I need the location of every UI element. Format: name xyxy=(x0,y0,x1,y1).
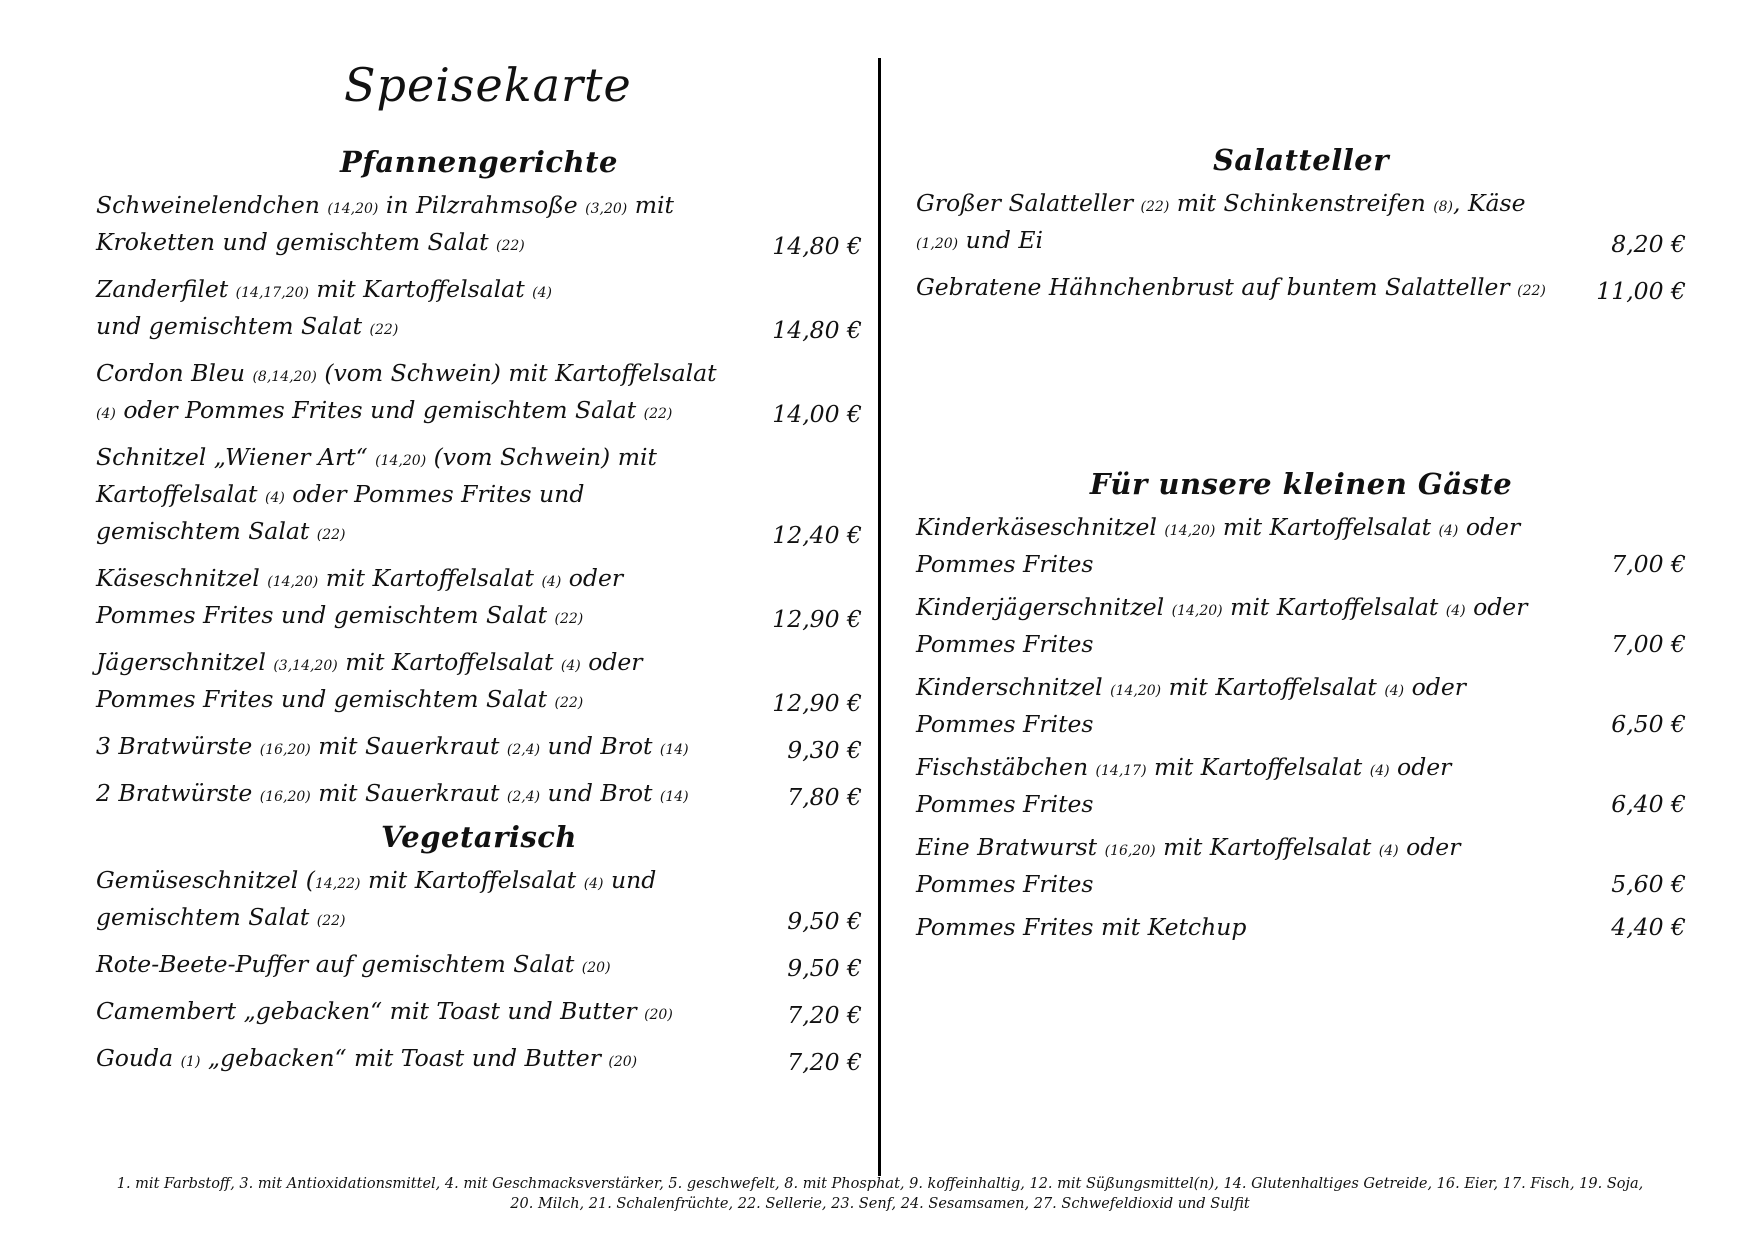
item-text: Camembert „gebacken“ mit Toast und Butter xyxy=(96,997,645,1025)
allergen-code: (14) xyxy=(659,789,689,805)
menu-item-price: 7,00 € xyxy=(1611,550,1686,578)
item-text: Kroketten und gemischtem Salat xyxy=(96,228,497,256)
item-text: oder xyxy=(1398,833,1461,861)
menu-item xyxy=(916,271,1686,308)
menu-item-price: 12,90 € xyxy=(772,689,862,717)
menu-item xyxy=(96,189,862,263)
item-text: mit Sauerkraut xyxy=(310,779,507,807)
menu-item-price: 14,80 € xyxy=(772,316,862,344)
menu-item-price: 14,00 € xyxy=(772,400,862,428)
item-text: mit Kartoffelsalat xyxy=(1161,673,1385,701)
menu-item-price: 6,40 € xyxy=(1611,790,1686,818)
menu-item-price: 9,50 € xyxy=(787,907,862,935)
item-text: mit xyxy=(627,191,674,219)
allergen-code: (14,17,20) xyxy=(235,285,309,301)
menu-item-description xyxy=(96,441,752,552)
menu-item-description xyxy=(916,271,1576,308)
item-text: Fischstäbchen xyxy=(916,753,1096,781)
page-title: Speisekarte xyxy=(344,58,632,112)
allergen-code: (14,20) xyxy=(267,574,319,590)
menu-item-price: 9,30 € xyxy=(787,736,862,764)
allergen-code: (4) xyxy=(96,406,116,422)
menu-item xyxy=(916,911,1686,944)
menu-item-description xyxy=(96,562,752,636)
menu-item xyxy=(916,751,1686,821)
item-text: mit Sauerkraut xyxy=(310,732,507,760)
item-text: Rote-Beete-Puffer auf gemischtem Salat xyxy=(96,950,582,978)
menu-item-price: 11,00 € xyxy=(1596,277,1686,305)
menu-item-description xyxy=(916,911,1576,944)
menu-item-description xyxy=(96,1042,752,1079)
allergen-code: (2,4) xyxy=(506,742,541,758)
item-text: Pommes Frites xyxy=(916,870,1094,898)
item-text: Gouda xyxy=(96,1044,181,1072)
menu-item-description xyxy=(96,777,752,814)
allergen-code: (2,4) xyxy=(506,789,541,805)
menu-item-price: 4,40 € xyxy=(1611,913,1686,941)
allergen-code: (22) xyxy=(316,527,346,543)
item-text: Kinderkäseschnitzel xyxy=(916,513,1165,541)
menu-item-price: 14,80 € xyxy=(772,232,862,260)
item-text: mit Schinkenstreifen xyxy=(1169,189,1434,217)
item-text: Kinderschnitzel xyxy=(916,673,1111,701)
item-text: Pommes Frites xyxy=(916,710,1094,738)
menu-item-description xyxy=(916,511,1576,581)
item-text: Schweinelendchen xyxy=(96,191,328,219)
menu-item xyxy=(916,671,1686,741)
allergen-code: (1) xyxy=(180,1054,201,1070)
menu-item xyxy=(96,730,862,767)
item-text: gemischtem Salat xyxy=(96,517,317,545)
menu-item-price: 9,50 € xyxy=(787,954,862,982)
menu-item-price: 12,40 € xyxy=(772,521,862,549)
section-salatteller xyxy=(916,143,1686,318)
allergen-code: (4) xyxy=(532,285,552,301)
menu-item xyxy=(916,511,1686,581)
section-title: Salatteller xyxy=(1212,143,1390,177)
menu-item-description xyxy=(916,831,1576,901)
allergen-footer xyxy=(90,1174,1670,1214)
allergen-code: (4) xyxy=(1378,843,1399,859)
item-text: Pommes Frites xyxy=(916,790,1094,818)
menu-item-description xyxy=(916,751,1576,821)
item-text: 3 Bratwürste xyxy=(96,732,260,760)
item-text: Zanderfilet xyxy=(96,275,236,303)
item-text: (vom Schwein) mit xyxy=(426,443,657,471)
menu-item-description xyxy=(96,995,752,1032)
item-text: mit Kartoffelsalat xyxy=(1222,593,1446,621)
allergen-code: (16,20) xyxy=(1104,843,1156,859)
item-text: oder xyxy=(1458,513,1521,541)
item-text: in Pilzrahmsoße xyxy=(378,191,586,219)
allergen-code: (4) xyxy=(583,876,604,892)
item-text: oder xyxy=(561,564,624,592)
item-text: Pommes Frites und gemischtem Salat xyxy=(96,601,555,629)
allergen-code: (20) xyxy=(608,1054,638,1070)
allergen-code: (22) xyxy=(369,322,399,338)
menu-item xyxy=(96,995,862,1032)
allergen-code: (4) xyxy=(1369,763,1390,779)
item-text: oder xyxy=(1404,673,1466,701)
allergen-code: (16,20) xyxy=(259,742,311,758)
item-text: oder Pommes Frites und xyxy=(284,480,585,508)
menu-item-price: 6,50 € xyxy=(1611,710,1686,738)
item-text: Pommes Frites xyxy=(916,630,1094,658)
allergen-code: (22) xyxy=(554,611,584,627)
allergen-code: (4) xyxy=(1445,603,1466,619)
menu-item-description xyxy=(96,864,752,938)
item-text: mit Kartoffelsalat xyxy=(308,275,533,303)
item-text: mit Kartoffelsalat xyxy=(337,648,561,676)
column-divider xyxy=(878,58,881,1176)
item-text: und Brot xyxy=(540,779,660,807)
item-text: mit Kartoffelsalat xyxy=(318,564,542,592)
allergen-code: (8) xyxy=(1433,199,1454,215)
item-text: Käseschnitzel xyxy=(96,564,268,592)
item-text: oder xyxy=(1465,593,1528,621)
allergen-code: (1,20) xyxy=(916,236,959,252)
menu-item-price: 8,20 € xyxy=(1611,230,1686,258)
allergen-code: (4) xyxy=(264,490,285,506)
item-text: und xyxy=(603,866,657,894)
menu-item-description xyxy=(96,357,752,431)
item-text: oder Pommes Frites und gemischtem Salat xyxy=(115,396,644,424)
menu-item-description xyxy=(96,948,752,985)
menu-item xyxy=(96,646,862,720)
menu-item-price: 7,00 € xyxy=(1611,630,1686,658)
item-text: Pommes Frites mit Ketchup xyxy=(916,913,1247,941)
allergen-code: (20) xyxy=(644,1007,673,1023)
menu-item-description xyxy=(96,730,752,767)
item-text: Gemüseschnitzel ( xyxy=(96,866,315,894)
menu-item-description xyxy=(916,671,1576,741)
menu-item-description xyxy=(916,187,1576,261)
allergen-code: (3,20) xyxy=(585,201,628,217)
item-text: Großer Salatteller xyxy=(916,189,1141,217)
menu-item-price: 5,60 € xyxy=(1611,870,1686,898)
allergen-code: (4) xyxy=(1384,683,1405,699)
item-text: mit Kartoffelsalat xyxy=(1146,753,1370,781)
item-text: und Ei xyxy=(958,226,1044,254)
item-text: mit Kartoffelsalat xyxy=(360,866,584,894)
allergen-code: (14,20) xyxy=(1171,603,1223,619)
menu-item-description xyxy=(96,273,752,347)
item-text: Pommes Frites xyxy=(916,550,1094,578)
item-text: Pommes Frites und gemischtem Salat xyxy=(96,685,555,713)
item-text: oder xyxy=(1389,753,1452,781)
menu-item xyxy=(96,273,862,347)
item-text: Kartoffelsalat xyxy=(96,480,265,508)
section-kinder xyxy=(916,467,1686,954)
allergen-code: (14,20) xyxy=(1164,523,1216,539)
item-text: Cordon Bleu xyxy=(96,359,253,387)
menu-item-price: 7,20 € xyxy=(787,1001,862,1029)
menu-item xyxy=(96,441,862,552)
item-text: und Brot xyxy=(540,732,660,760)
allergen-code: (8,14,20) xyxy=(252,369,317,385)
allergen-code: (16,20) xyxy=(259,789,311,805)
menu-item xyxy=(916,187,1686,261)
section-pfannengerichte xyxy=(96,145,862,824)
item-text: 2 Bratwürste xyxy=(96,779,260,807)
menu-item xyxy=(916,831,1686,901)
menu-item-description xyxy=(916,591,1576,661)
menu-item-price: 7,80 € xyxy=(787,783,862,811)
allergen-code: (22) xyxy=(1140,199,1170,215)
item-text: und gemischtem Salat xyxy=(96,312,370,340)
allergen-code: (14) xyxy=(659,742,689,758)
item-text: Eine Bratwurst xyxy=(916,833,1105,861)
section-title: Pfannengerichte xyxy=(340,145,618,179)
allergen-code: (20) xyxy=(581,960,611,976)
allergen-footer-line-1: 1. mit Farbstoff, 3. mit Antioxidationsmittel, 4. mit Geschmacksverstärker, 5. geschwefelt, 8. mit Phosphat, 9. koffeinhaltig, 12. mit Süßungsmittel(n), 14. Glutenhaltiges Getreide, 16. Eier, 17. Fisch, 19. Soja, xyxy=(116,1176,1644,1192)
section-vegetarisch xyxy=(96,820,862,1089)
item-text: Gebratene Hähnchenbrust auf buntem Salatteller xyxy=(916,273,1518,301)
allergen-code: (14,20) xyxy=(375,453,427,469)
allergen-code: 14,22) xyxy=(314,876,361,892)
allergen-footer-line-2: 20. Milch, 21. Schalenfrüchte, 22. Sellerie, 23. Senf, 24. Sesamsamen, 27. Schwefeldioxid und Sulfit xyxy=(510,1196,1250,1212)
item-text: (vom Schwein) mit Kartoffelsalat xyxy=(316,359,717,387)
item-text: gemischtem Salat xyxy=(96,903,317,931)
menu-item xyxy=(96,777,862,814)
menu-item xyxy=(96,357,862,431)
allergen-code: (22) xyxy=(316,913,346,929)
allergen-code: (4) xyxy=(560,658,581,674)
menu-item-description xyxy=(96,646,752,720)
menu-item xyxy=(96,1042,862,1079)
allergen-code: (4) xyxy=(541,574,562,590)
allergen-code: (22) xyxy=(554,695,584,711)
allergen-code: (14,17) xyxy=(1095,763,1147,779)
menu-item-price: 7,20 € xyxy=(787,1048,862,1076)
item-text: , Käse xyxy=(1453,189,1526,217)
menu-item xyxy=(96,562,862,636)
menu-item xyxy=(96,948,862,985)
allergen-code: (14,20) xyxy=(327,201,379,217)
allergen-code: (3,14,20) xyxy=(273,658,338,674)
allergen-code: (4) xyxy=(1438,523,1459,539)
menu-item xyxy=(916,591,1686,661)
item-text: mit Kartoffelsalat xyxy=(1155,833,1379,861)
item-text: „gebacken“ mit Toast und Butter xyxy=(200,1044,609,1072)
section-title: Vegetarisch xyxy=(380,820,578,854)
allergen-code: (14,20) xyxy=(1110,683,1162,699)
item-text: mit Kartoffelsalat xyxy=(1215,513,1439,541)
menu-item-price: 12,90 € xyxy=(772,605,862,633)
allergen-code: (22) xyxy=(496,238,525,254)
section-title: Für unsere kleinen Gäste xyxy=(1089,467,1513,501)
allergen-code: (22) xyxy=(643,406,673,422)
item-text: oder xyxy=(580,648,643,676)
menu-item-description xyxy=(96,189,752,263)
item-text: Schnitzel „Wiener Art“ xyxy=(96,443,376,471)
item-text: Kinderjägerschnitzel xyxy=(916,593,1172,621)
item-text: Jägerschnitzel xyxy=(96,648,274,676)
menu-item xyxy=(96,864,862,938)
allergen-code: (22) xyxy=(1517,283,1546,299)
